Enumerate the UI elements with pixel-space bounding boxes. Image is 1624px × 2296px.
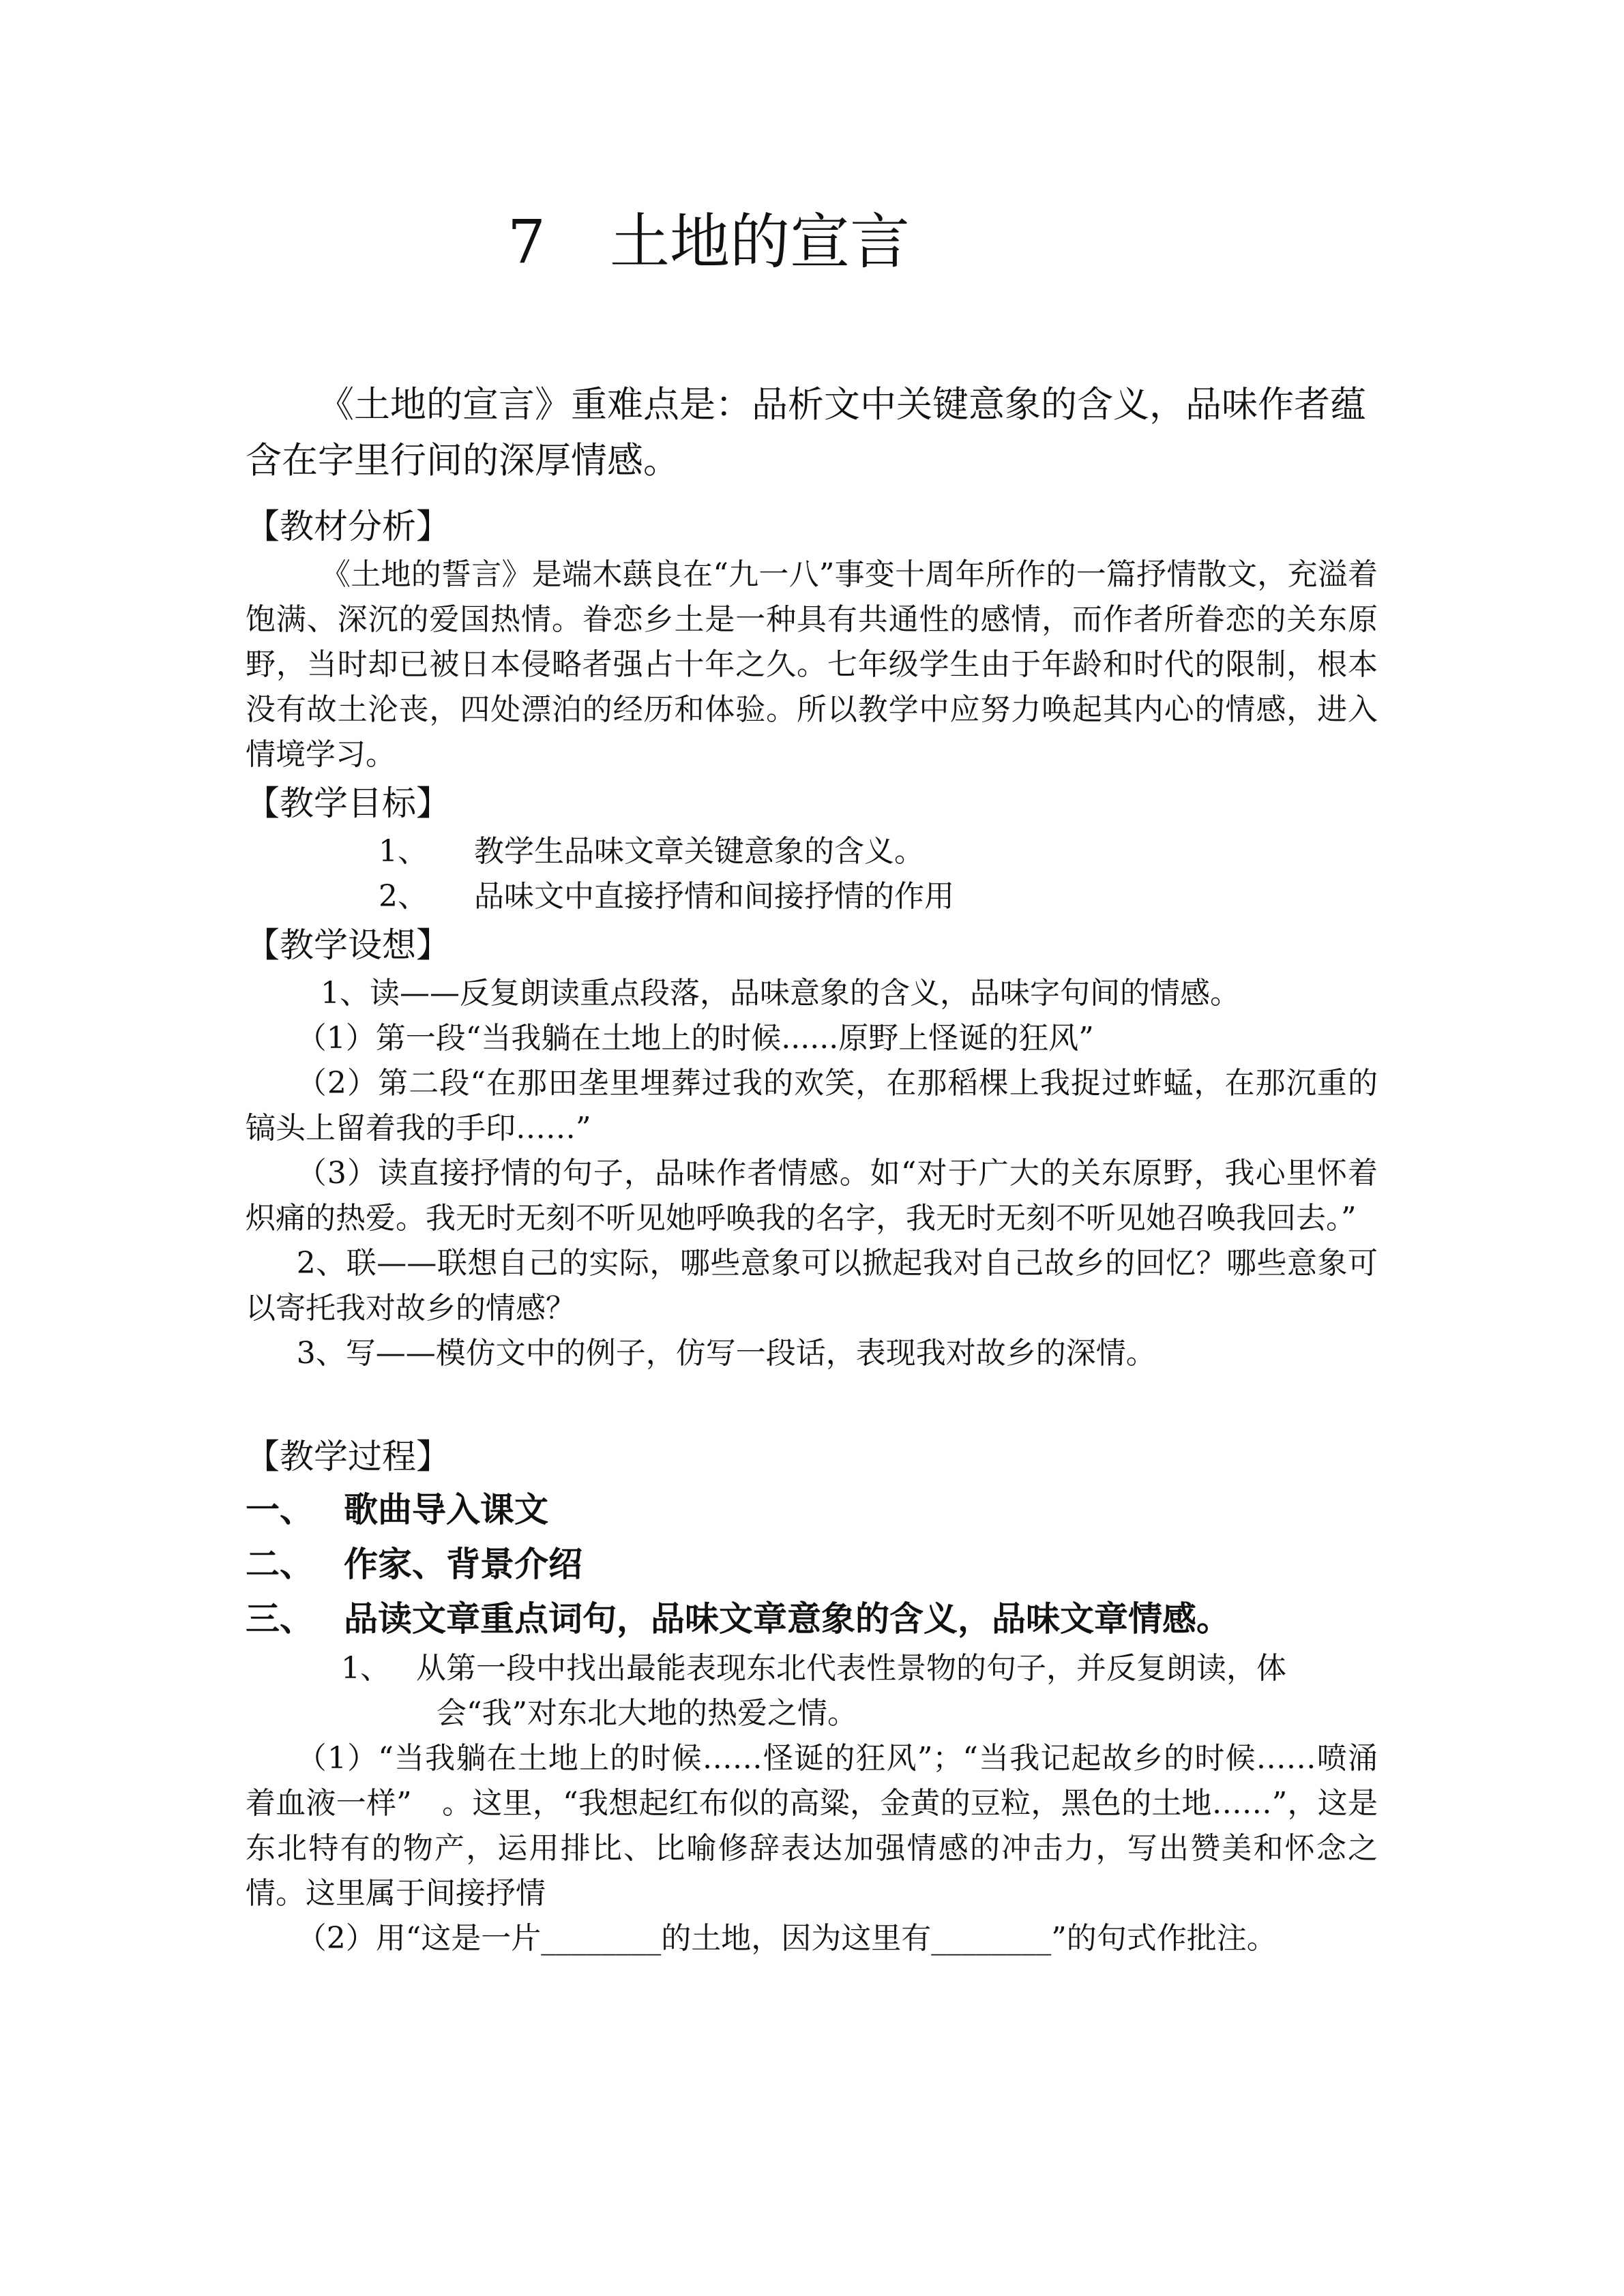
process-paragraph: （1）“当我躺在土地上的时候……怪诞的狂风”；“当我记起故乡的时候……喷涌着血液一样” 。这里，“我想起红布似的高粱，金黄的豆粒，黑色的土地……”，这是东北特有的物产，运用排比、比喻修辞表达加强情感的冲击力，写出赞美和怀念之情。这里属于间接抒情 (246, 1741, 1378, 1911)
analysis-heading: 【教材分析】 (246, 507, 450, 546)
lesson-number: 7 (507, 207, 546, 277)
ideas-read-item: （3）读直接抒情的句子，品味作者情感。如“对于广大的关东原野，我心里怀着炽痛的热爱。我无时无刻不听见她呼唤我的名字，我无时无刻不听见她召唤我回去。” (246, 1156, 1378, 1236)
ideas-read-item: （1）第一段“当我躺在土地上的时候......原野上怪诞的狂风” (296, 1021, 1094, 1056)
lesson-title: 土地的宣言 (610, 207, 911, 277)
goals-heading: 【教学目标】 (246, 784, 450, 823)
process-step: 三、 品读文章重点词句，品味文章意象的含义，品味文章情感。 (246, 1599, 1230, 1639)
process-step: 一、 歌曲导入课文 (246, 1490, 548, 1530)
goal-item: 2、 品味文中直接抒情和间接抒情的作用 (379, 879, 954, 914)
ideas-associate: 2、联——联想自己的实际，哪些意象可以掀起我对自己故乡的回忆？哪些意象可以寄托我对故乡的情感？ (246, 1246, 1378, 1326)
process-step: 二、 作家、背景介绍 (246, 1545, 582, 1584)
ideas-read-item: （2）第二段“在那田垄里埋葬过我的欢笑，在那稻棵上我捉过蚱蜢，在那沉重的镐头上留着我的手印……” (246, 1066, 1378, 1146)
process-paragraph: （2）用“这是一片________的土地，因为这里有________”的句式作批注。 (296, 1921, 1277, 1956)
analysis-paragraph: 《土地的誓言》是端木蕻良在“九一八”事变十周年所作的一篇抒情散文，充溢着饱满、深沉的爱国热情。眷恋乡土是一种具有共通性的感情，而作者所眷恋的关东原野，当时却已被日本侵略者强占十年之久。七年级学生由于年龄和时代的限制，根本没有故土沦丧，四处漂泊的经历和体验。所以教学中应努力唤起其内心的情感，进入情境学习。 (246, 557, 1378, 772)
ideas-heading: 【教学设想】 (246, 925, 450, 965)
key-points-paragraph: 《土地的宣言》重难点是：品析文中关键意象的含义，品味作者蕴含在字里行间的深厚情感。 (246, 384, 1366, 481)
process-heading: 【教学过程】 (246, 1437, 450, 1476)
ideas-read: 1、读——反复朗读重点段落，品味意象的含义，品味字句间的情感。 (321, 976, 1240, 1011)
ideas-write: 3、写——模仿文中的例子，仿写一段话，表现我对故乡的深情。 (296, 1336, 1156, 1371)
document-body (246, 501, 1378, 1961)
process-sub-step: 1、 从第一段中找出最能表现东北代表性景物的句子，并反复朗读，体 会“我”对东北大地的热爱之情。 (341, 1651, 1286, 1731)
goal-item: 1、 教学生品味文章关键意象的含义。 (379, 834, 924, 869)
spacer (246, 1376, 1378, 1431)
page-title (507, 205, 910, 280)
